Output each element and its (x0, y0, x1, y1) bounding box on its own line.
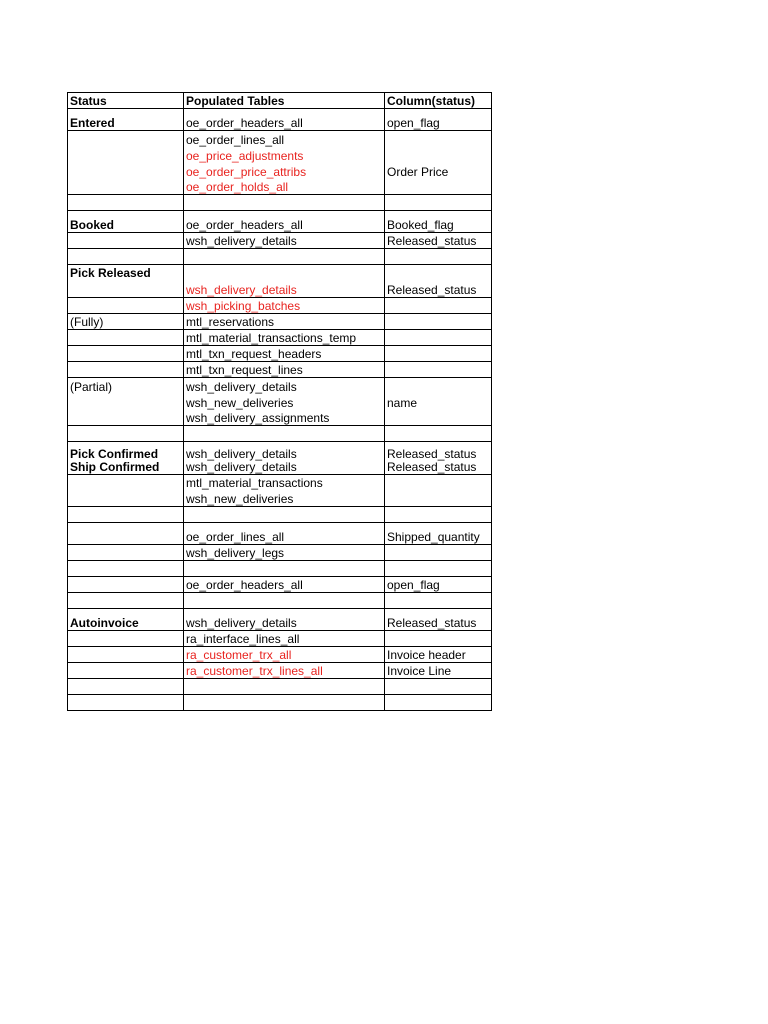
column-status-cell (385, 630, 492, 646)
column-status-cell (385, 249, 492, 265)
populated-table-cell: wsh_delivery_legs (184, 544, 385, 560)
table-row (68, 195, 492, 211)
status-cell (68, 179, 184, 195)
column-status-cell (385, 330, 492, 346)
column-status-cell (385, 560, 492, 576)
status-cell (68, 298, 184, 314)
table-row (68, 147, 492, 163)
status-cell (68, 522, 184, 544)
populated-table-cell (184, 195, 385, 211)
status-cell: Ship Confirmed (68, 461, 184, 475)
status-cell (68, 560, 184, 576)
table-row (68, 298, 492, 314)
column-status-cell: Order Price (385, 163, 492, 179)
header-column-status: Column(status) (385, 93, 492, 109)
status-cell (68, 662, 184, 678)
table-row (68, 474, 492, 490)
status-cell (68, 362, 184, 378)
populated-table-cell: ra_interface_lines_all (184, 630, 385, 646)
table-row (68, 461, 492, 475)
populated-table-cell: oe_order_lines_all (184, 131, 385, 147)
table-row (68, 522, 492, 544)
populated-table-cell (184, 560, 385, 576)
status-cell (68, 147, 184, 163)
status-cell (68, 630, 184, 646)
table-row (68, 314, 492, 330)
column-status-cell (385, 195, 492, 211)
column-status-cell (385, 490, 492, 506)
table-row (68, 646, 492, 662)
populated-table-cell (184, 592, 385, 608)
status-cell: Entered (68, 109, 184, 131)
column-status-cell: Invoice header (385, 646, 492, 662)
table-row (68, 560, 492, 576)
table-row (68, 131, 492, 147)
table-row (68, 506, 492, 522)
column-status-cell (385, 426, 492, 442)
table-row (68, 630, 492, 646)
status-cell (68, 576, 184, 592)
populated-table-cell (184, 506, 385, 522)
column-status-cell: Invoice Line (385, 662, 492, 678)
column-status-cell (385, 131, 492, 147)
table-row (68, 442, 492, 461)
status-cell (68, 678, 184, 694)
populated-table-cell: wsh_delivery_details (184, 233, 385, 249)
populated-table-cell: wsh_delivery_details (184, 442, 385, 461)
column-status-cell (385, 506, 492, 522)
populated-table-cell: wsh_new_deliveries (184, 490, 385, 506)
column-status-cell (385, 378, 492, 394)
column-status-cell: Released_status (385, 608, 492, 630)
status-table (67, 92, 492, 711)
column-status-cell (385, 694, 492, 710)
table-row (68, 163, 492, 179)
table-row (68, 211, 492, 233)
status-cell: Booked (68, 211, 184, 233)
status-cell: Autoinvoice (68, 608, 184, 630)
populated-table-cell: mtl_material_transactions (184, 474, 385, 490)
populated-table-cell (184, 426, 385, 442)
column-status-cell: open_flag (385, 576, 492, 592)
populated-table-cell: oe_order_headers_all (184, 576, 385, 592)
status-cell (68, 544, 184, 560)
status-cell (68, 195, 184, 211)
column-status-cell (385, 298, 492, 314)
populated-table-cell: wsh_delivery_details (184, 265, 385, 298)
table-row (68, 490, 492, 506)
status-cell (68, 694, 184, 710)
status-cell (68, 426, 184, 442)
populated-table-cell: mtl_txn_request_headers (184, 346, 385, 362)
populated-table-cell (184, 694, 385, 710)
column-status-cell (385, 544, 492, 560)
table-row (68, 265, 492, 298)
populated-table-cell: ra_customer_trx_lines_all (184, 662, 385, 678)
status-cell (68, 474, 184, 490)
table-row (68, 410, 492, 426)
table-row (68, 694, 492, 710)
table-row (68, 394, 492, 410)
table-row (68, 346, 492, 362)
table-row (68, 426, 492, 442)
table-row (68, 592, 492, 608)
status-cell (68, 506, 184, 522)
status-cell: (Fully) (68, 314, 184, 330)
populated-table-cell: oe_order_lines_all (184, 522, 385, 544)
column-status-cell: open_flag (385, 109, 492, 131)
column-status-cell (385, 314, 492, 330)
column-status-cell: Released_status (385, 442, 492, 461)
table-row (68, 362, 492, 378)
populated-table-cell: wsh_new_deliveries (184, 394, 385, 410)
populated-table-cell: wsh_delivery_details (184, 608, 385, 630)
status-cell (68, 592, 184, 608)
column-status-cell (385, 346, 492, 362)
column-status-cell: Released_status (385, 265, 492, 298)
populated-table-cell: oe_order_holds_all (184, 179, 385, 195)
populated-table-cell: oe_price_adjustments (184, 147, 385, 163)
column-status-cell (385, 678, 492, 694)
table-row (68, 544, 492, 560)
column-status-cell: Shipped_quantity (385, 522, 492, 544)
column-status-cell (385, 179, 492, 195)
table-row (68, 330, 492, 346)
column-status-cell (385, 410, 492, 426)
status-cell (68, 249, 184, 265)
populated-table-cell: oe_order_price_attribs (184, 163, 385, 179)
column-status-cell: Released_status (385, 233, 492, 249)
header-status: Status (68, 93, 184, 109)
header-populated-tables: Populated Tables (184, 93, 385, 109)
column-status-cell: Released_status (385, 461, 492, 475)
populated-table-cell: ra_customer_trx_all (184, 646, 385, 662)
table-row (68, 249, 492, 265)
populated-table-cell: mtl_reservations (184, 314, 385, 330)
table-row (68, 662, 492, 678)
column-status-cell (385, 474, 492, 490)
status-cell: Pick Released (68, 265, 184, 298)
column-status-cell (385, 147, 492, 163)
status-cell (68, 163, 184, 179)
populated-table-cell: wsh_delivery_assignments (184, 410, 385, 426)
status-cell (68, 394, 184, 410)
status-cell: (Partial) (68, 378, 184, 394)
status-cell: Pick Confirmed (68, 442, 184, 461)
table-row (68, 576, 492, 592)
column-status-cell: name (385, 394, 492, 410)
populated-table-cell: mtl_txn_request_lines (184, 362, 385, 378)
populated-table-cell (184, 678, 385, 694)
header-row (68, 93, 492, 109)
status-cell (68, 346, 184, 362)
status-cell (68, 410, 184, 426)
status-cell (68, 490, 184, 506)
status-cell (68, 646, 184, 662)
column-status-cell: Booked_flag (385, 211, 492, 233)
populated-table-cell: oe_order_headers_all (184, 109, 385, 131)
table-row (68, 233, 492, 249)
column-status-cell (385, 592, 492, 608)
table-row (68, 608, 492, 630)
populated-table-cell: mtl_material_transactions_temp (184, 330, 385, 346)
table-row (68, 109, 492, 131)
populated-table-cell (184, 249, 385, 265)
populated-table-cell: wsh_delivery_details (184, 461, 385, 475)
status-cell (68, 330, 184, 346)
status-cell (68, 233, 184, 249)
populated-table-cell: oe_order_headers_all (184, 211, 385, 233)
populated-table-cell: wsh_delivery_details (184, 378, 385, 394)
populated-table-cell: wsh_picking_batches (184, 298, 385, 314)
status-table-body (68, 93, 492, 711)
table-row (68, 678, 492, 694)
column-status-cell (385, 362, 492, 378)
status-cell (68, 131, 184, 147)
table-row (68, 378, 492, 394)
table-row (68, 179, 492, 195)
